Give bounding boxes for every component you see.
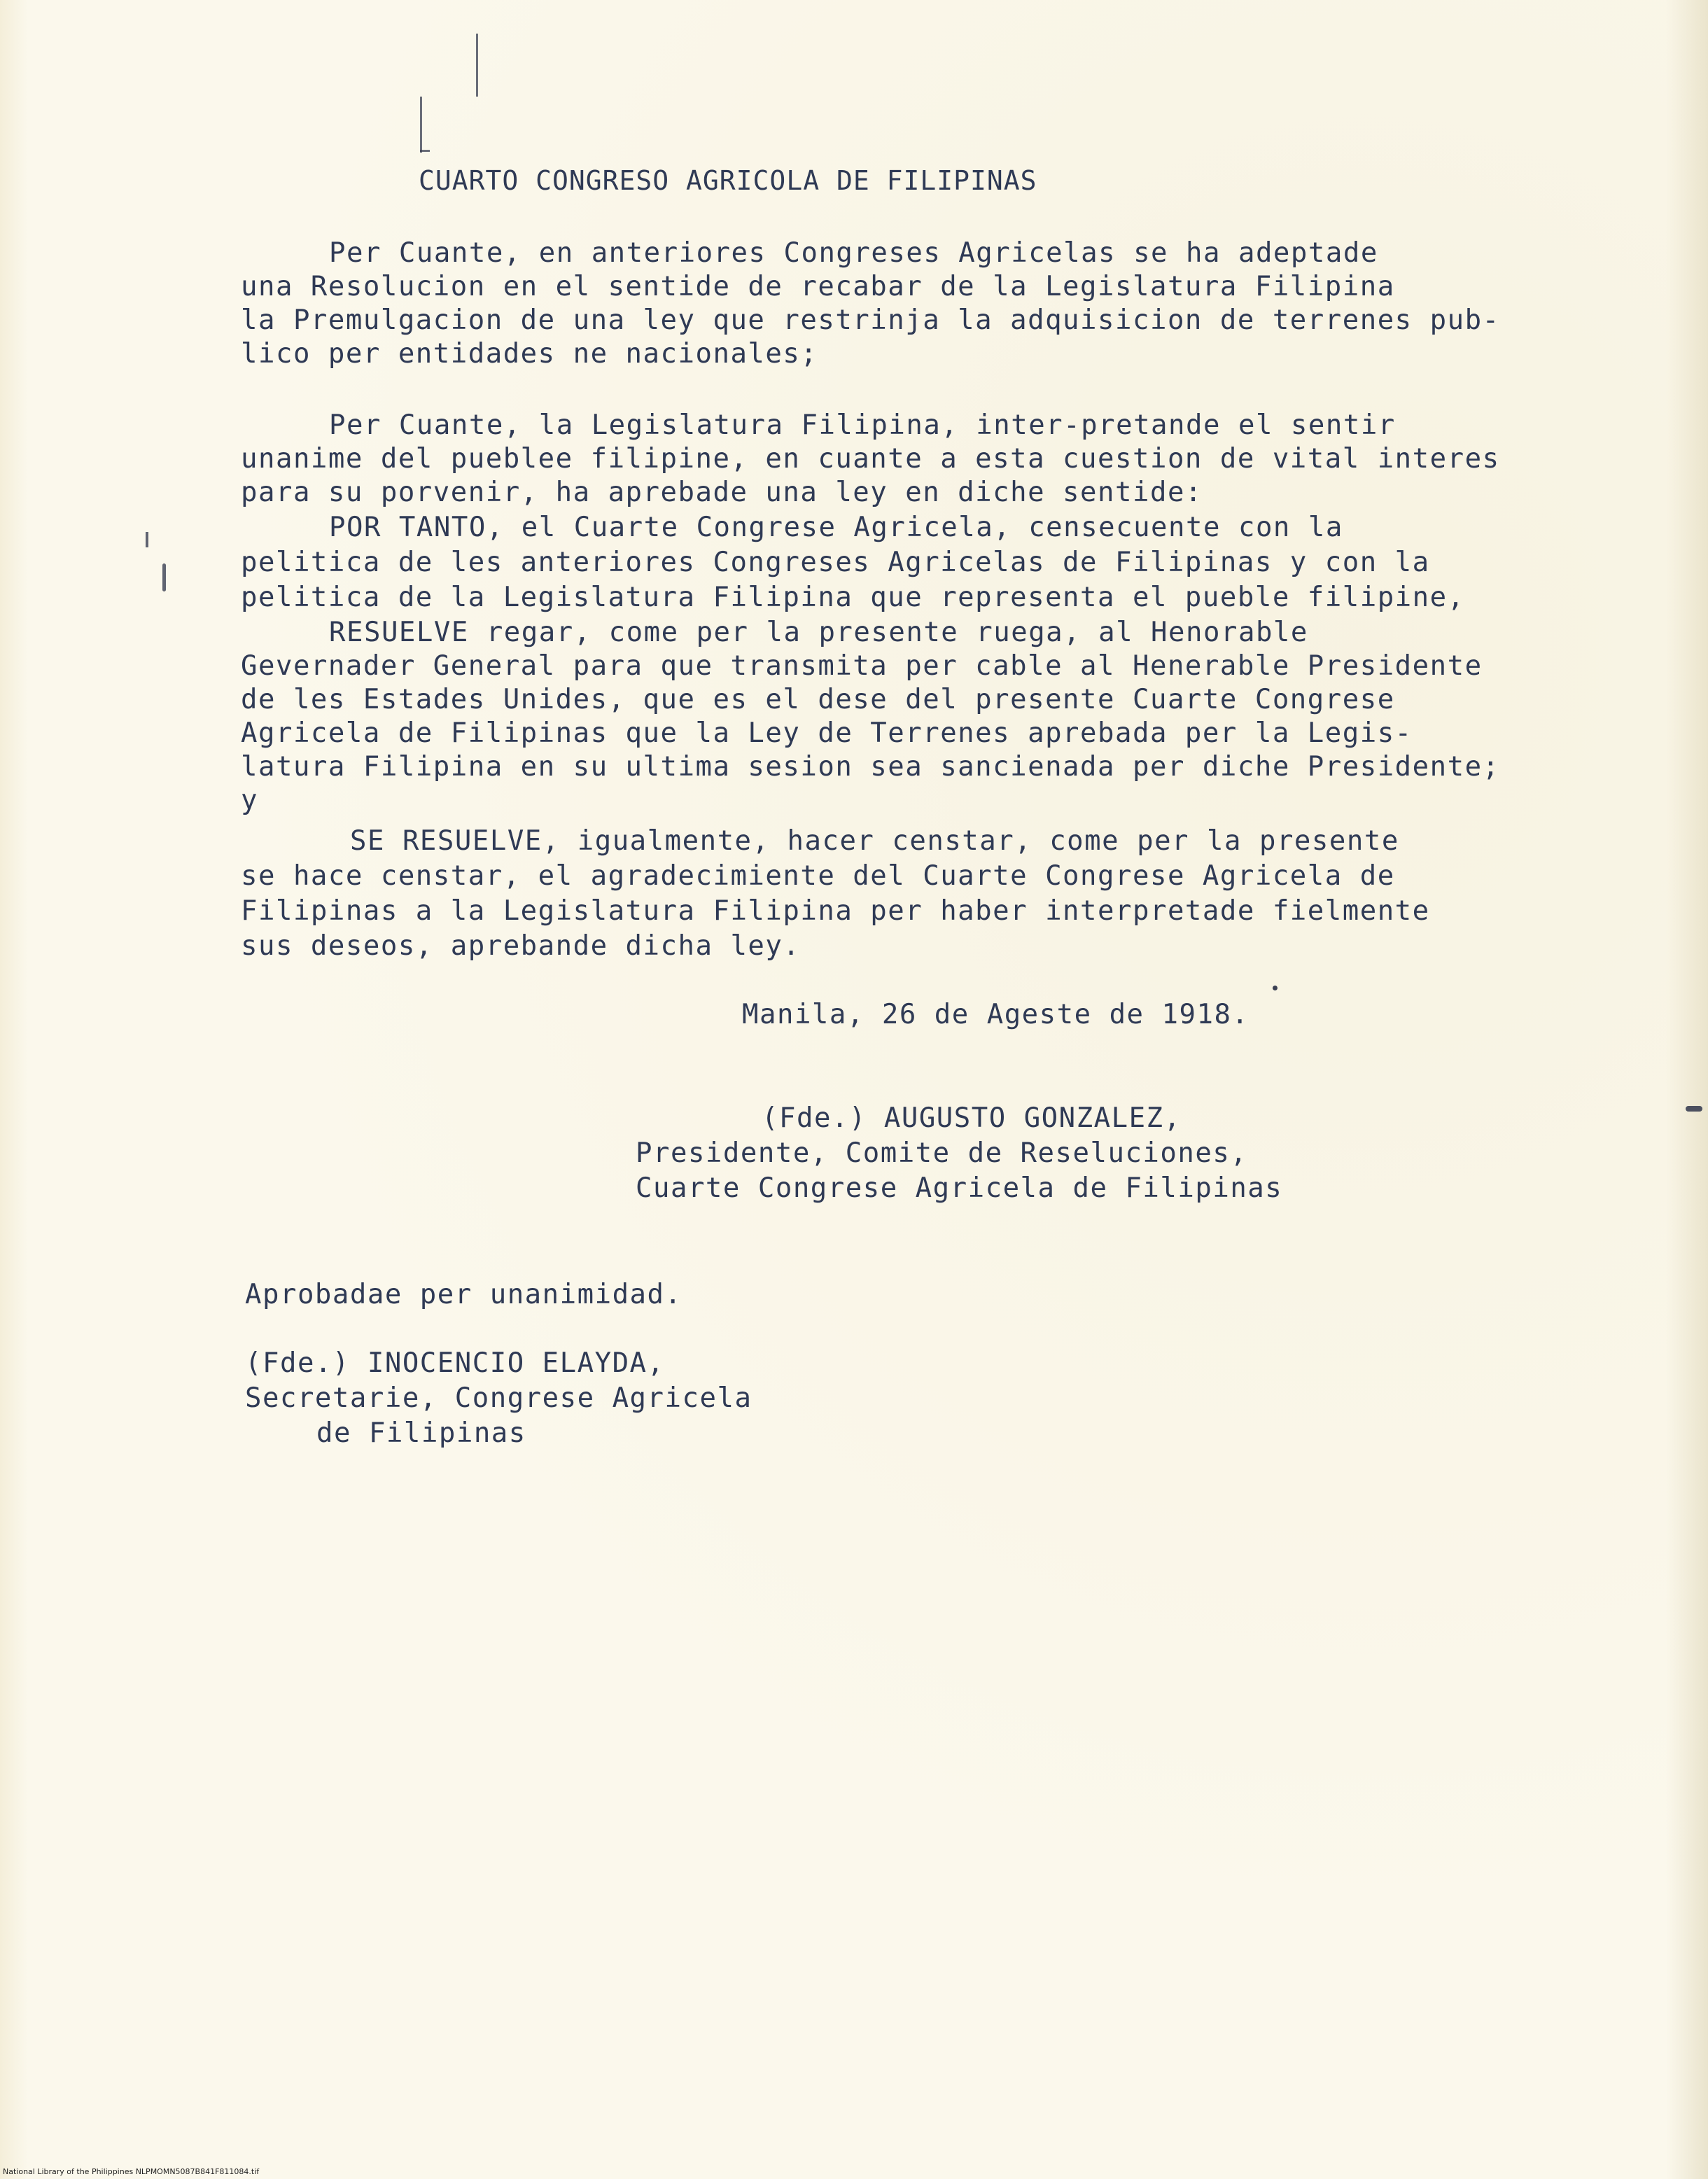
pencil-mark bbox=[476, 34, 478, 97]
signature-2-line: de Filipinas bbox=[316, 1417, 526, 1449]
signature-1-line: Cuarte Congrese Agricela de Filipinas bbox=[636, 1172, 1283, 1204]
paragraph-4-line: de les Estades Unides, que es el dese del presente Cuarte Congrese bbox=[241, 684, 1395, 715]
paragraph-1-line: una Resolucion en el sentide de recabar de la Legislatura Filipina bbox=[241, 271, 1395, 302]
paragraph-2-line: Per Cuante, la Legislatura Filipina, inter-pretande el sentir bbox=[329, 409, 1396, 441]
edge-mark bbox=[1686, 1106, 1702, 1112]
pencil-mark bbox=[420, 97, 422, 153]
paragraph-4-line: y bbox=[241, 785, 258, 816]
archive-footer: National Library of the Philippines NLPMOMN5087B841F811084.tif bbox=[3, 2167, 260, 2176]
paragraph-1-line: Per Cuante, en anteriores Congreses Agricelas se ha adeptade bbox=[329, 237, 1378, 269]
ink-dot bbox=[1273, 986, 1278, 990]
paragraph-4-line: Agricela de Filipinas que la Ley de Terrenes aprebada per la Legis- bbox=[241, 717, 1413, 749]
paragraph-5-line: Filipinas a la Legislatura Filipina per haber interpretade fielmente bbox=[241, 895, 1430, 927]
paragraph-1-line: lico per entidades ne nacionales; bbox=[241, 338, 818, 370]
paragraph-4-line: latura Filipina en su ultima sesion sea sancienada per diche Presidente; bbox=[241, 751, 1500, 783]
paragraph-5-line: SE RESUELVE, igualmente, hacer censtar, come per la presente bbox=[350, 825, 1399, 857]
paragraph-2-line: para su porvenir, ha aprebade una ley en diche sentide: bbox=[241, 477, 1203, 508]
paragraph-5-line: se hace censtar, el agradecimiente del Cuarte Congrese Agricela de bbox=[241, 860, 1395, 892]
approval-line: Aprobadae per unanimidad. bbox=[245, 1279, 682, 1310]
paragraph-3-line: pelitica de les anteriores Congreses Agricelas de Filipinas y con la bbox=[241, 547, 1430, 578]
paragraph-3-line: POR TANTO, el Cuarte Congrese Agricela, censecuente con la bbox=[329, 512, 1343, 543]
document-title: CUARTO CONGRESO AGRICOLA DE FILIPINAS bbox=[419, 165, 1037, 196]
paragraph-1-line: la Premulgacion de una ley que restrinja la adquisicion de terrenes pub- bbox=[241, 304, 1500, 336]
date-line: Manila, 26 de Ageste de 1918. bbox=[742, 999, 1250, 1030]
margin-mark bbox=[146, 532, 148, 547]
paragraph-3-line: pelitica de la Legislatura Filipina que representa el pueble filipine, bbox=[241, 582, 1465, 613]
margin-mark bbox=[162, 563, 166, 591]
signature-1-line: Presidente, Comite de Reseluciones, bbox=[636, 1137, 1248, 1169]
signature-1-line: (Fde.) AUGUSTO GONZALEZ, bbox=[762, 1102, 1182, 1134]
paragraph-5-line: sus deseos, aprebande dicha ley. bbox=[241, 930, 801, 962]
paragraph-4-line: Gevernader General para que transmita per cable al Henerable Presidente bbox=[241, 650, 1483, 682]
paragraph-4-line: RESUELVE regar, come per la presente ruega, al Henorable bbox=[329, 617, 1308, 648]
paragraph-2-line: unanime del pueblee filipine, en cuante a esta cuestion de vital interes bbox=[241, 443, 1500, 475]
pencil-mark bbox=[420, 150, 430, 152]
signature-2-line: Secretarie, Congrese Agricela bbox=[245, 1382, 752, 1414]
signature-2-line: (Fde.) INOCENCIO ELAYDA, bbox=[245, 1347, 665, 1379]
